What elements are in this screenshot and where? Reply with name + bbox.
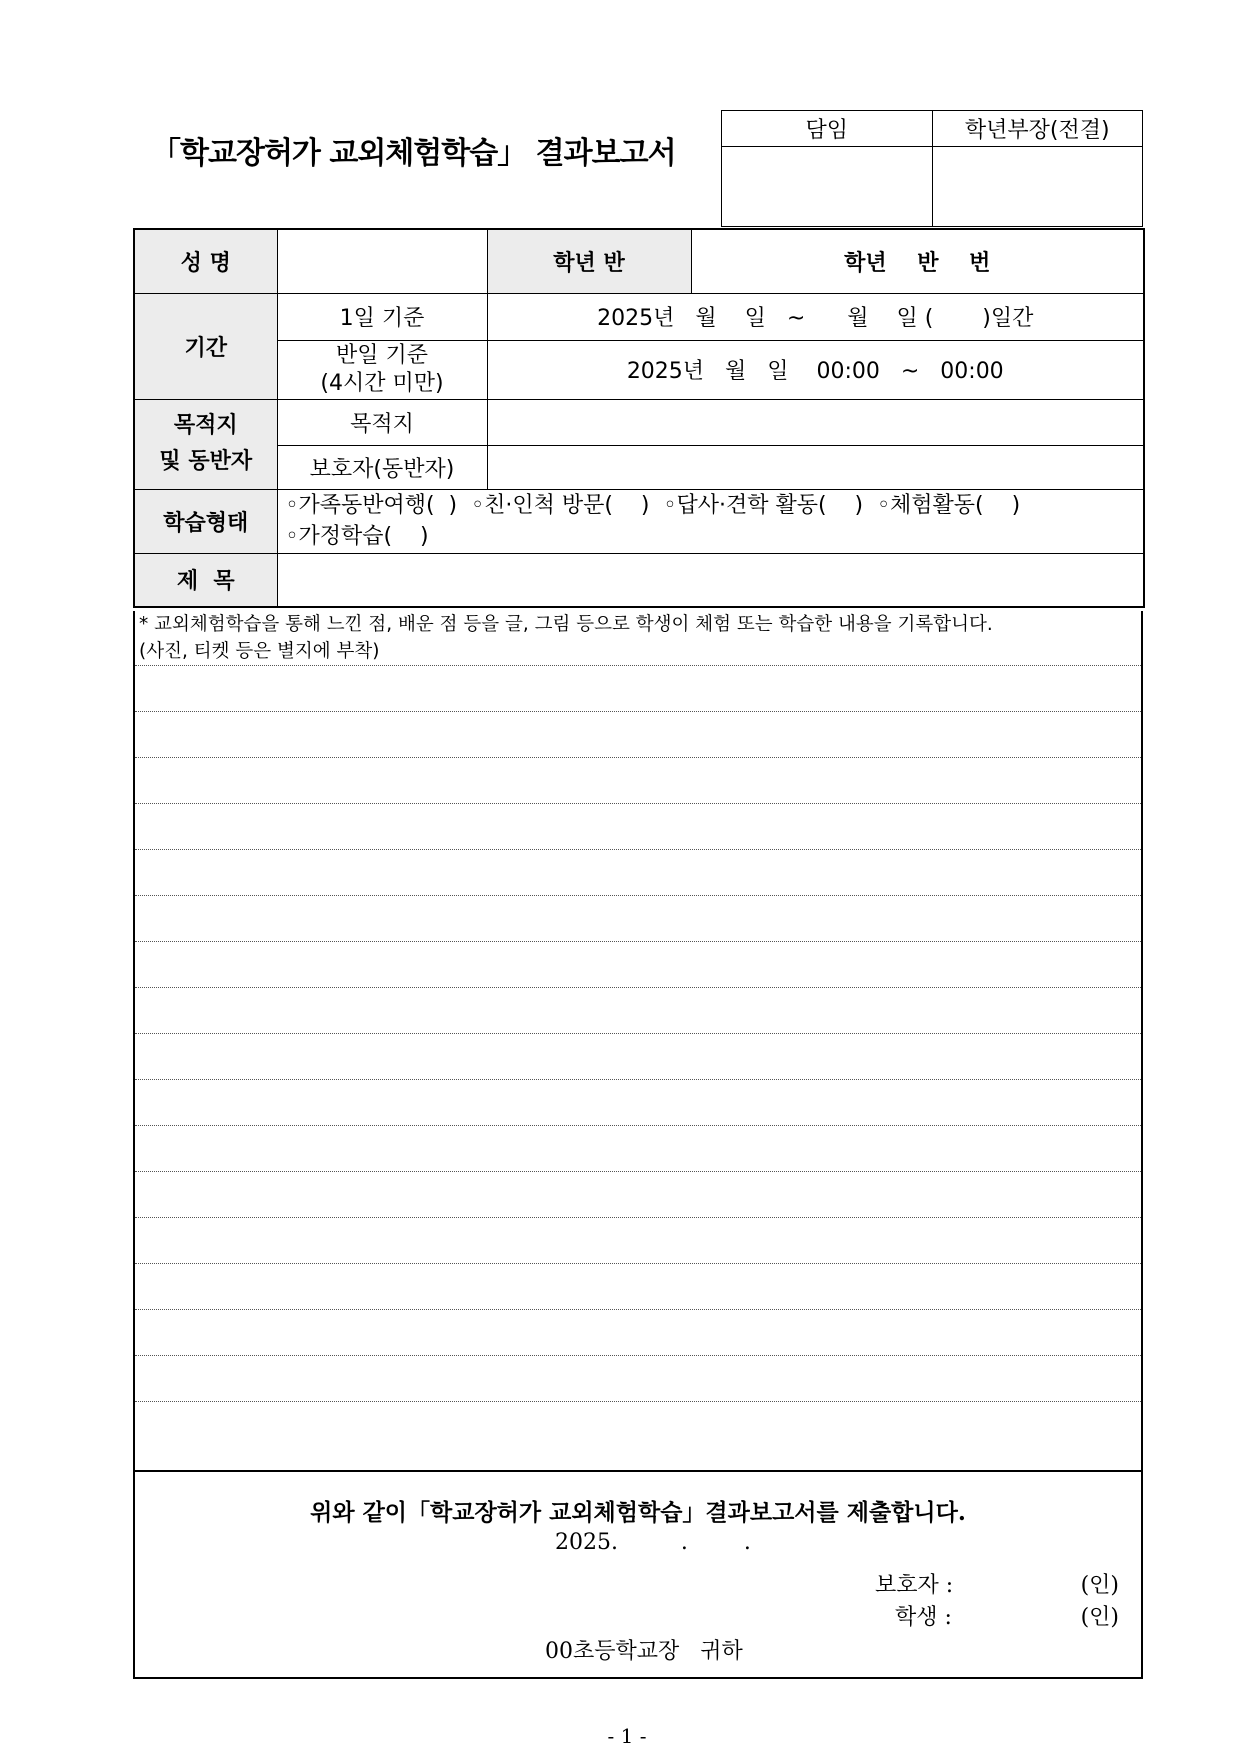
document-title: 「학교장허가 교외체험학습」 결과보고서 (151, 136, 676, 171)
name-label: 성 명 (134, 229, 277, 293)
instruction-note-line1: * 교외체험학습을 통해 느낀 점, 배운 점 등을 글, 그림 등으로 학생이 체험 또는 학습한 내용을 기록합니다. (139, 614, 993, 635)
learning-type-label: 학습형태 (134, 489, 277, 553)
full-day-field[interactable]: 2025년 월 일 ~ 월 일 ( )일간 (487, 293, 1144, 340)
learning-type-line1[interactable]: ◦가족동반여행( ) ◦친·인척 방문( ) ◦답사·견학 활동( ) ◦체험활동( ) (285, 493, 1021, 518)
addressee: 00초등학교장 귀하 (545, 1639, 743, 1664)
writing-line (135, 987, 1141, 988)
period-label: 기간 (134, 293, 277, 399)
name-field[interactable] (277, 229, 487, 293)
full-day-label: 1일 기준 (277, 293, 487, 340)
writing-area[interactable] (133, 611, 1143, 1471)
writing-line (135, 895, 1141, 896)
report-title-label: 제 목 (134, 553, 277, 607)
writing-line (135, 1033, 1141, 1034)
writing-line (135, 1125, 1141, 1126)
half-day-label-line1: 반일 기준 (335, 342, 428, 368)
half-day-label (277, 340, 487, 399)
writing-line (135, 803, 1141, 804)
guardian-seal[interactable]: (인) (1080, 1573, 1119, 1598)
class-field[interactable]: 학년 반 번 (691, 229, 1144, 293)
destination-label-line2: 및 동반자 (159, 449, 253, 474)
writing-line (135, 1217, 1141, 1218)
companion-label: 보호자(동반자) (277, 445, 487, 489)
writing-line (135, 849, 1141, 850)
writing-line (135, 665, 1141, 666)
learning-type-line2[interactable]: ◦가정학습( ) (285, 524, 429, 549)
approval-box (721, 110, 1143, 227)
writing-line (135, 1079, 1141, 1080)
submission-statement: 위와 같이「학교장허가 교외체험학습」결과보고서를 제출합니다. (310, 1499, 966, 1526)
destination-label-line1: 목적지 (173, 413, 238, 438)
approval-head-label: 학년부장(전결) (932, 111, 1143, 147)
student-seal[interactable]: (인) (1080, 1605, 1119, 1630)
half-day-label-line2: (4시간 미만) (320, 370, 444, 396)
writing-line (135, 1171, 1141, 1172)
destination-label: 목적지 (277, 399, 487, 445)
writing-line (135, 711, 1141, 712)
writing-line (135, 1309, 1141, 1310)
approval-homeroom-sign[interactable] (722, 147, 933, 227)
learning-type-options[interactable] (277, 489, 1144, 553)
class-label: 학년 반 (487, 229, 691, 293)
report-title-field[interactable] (277, 553, 1144, 607)
writing-line (135, 757, 1141, 758)
approval-head-sign[interactable] (932, 147, 1143, 227)
guardian-signature-label: 보호자 : (875, 1573, 954, 1598)
destination-companion-label (134, 399, 277, 489)
submission-section (133, 1470, 1143, 1679)
writing-line (135, 1401, 1141, 1402)
destination-field[interactable] (487, 399, 1144, 445)
student-signature-label: 학생 : (895, 1605, 952, 1630)
instruction-note-line2: (사진, 티켓 등은 별지에 부착) (139, 641, 380, 662)
writing-line (135, 1263, 1141, 1264)
half-day-field[interactable]: 2025년 월 일 00:00 ~ 00:00 (487, 340, 1144, 399)
approval-homeroom-label: 담임 (722, 111, 933, 147)
companion-field[interactable] (487, 445, 1144, 489)
report-form (133, 228, 1145, 608)
page-number: - 1 - (607, 1724, 647, 1748)
writing-line (135, 941, 1141, 942)
writing-line (135, 1355, 1141, 1356)
submission-date[interactable]: 2025. . . (555, 1530, 751, 1555)
